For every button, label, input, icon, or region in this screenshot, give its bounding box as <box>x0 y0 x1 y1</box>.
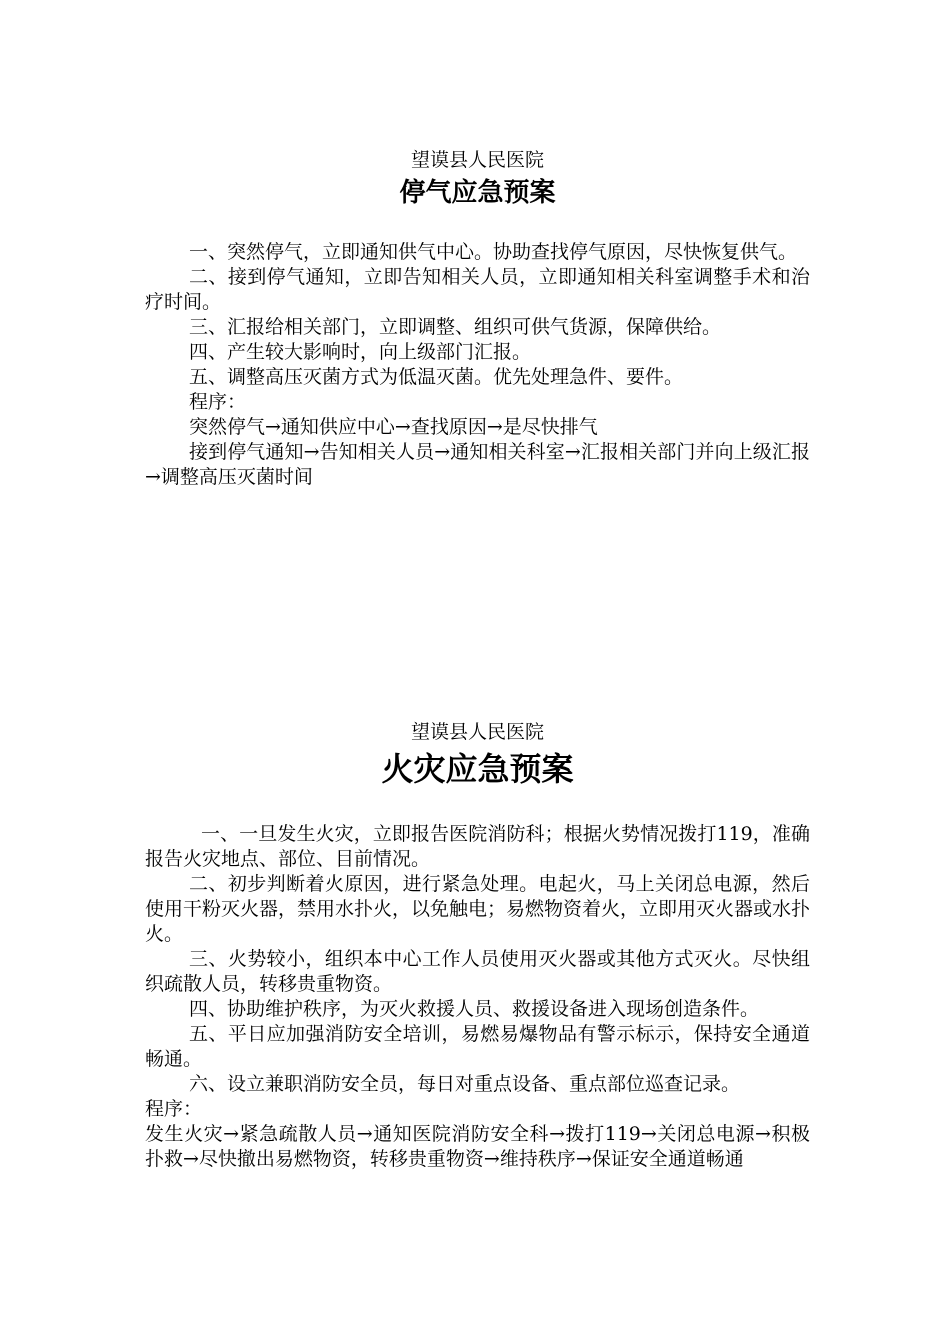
gas-outage-plan <box>145 146 810 490</box>
plan-item-1: 一、一旦发生火灾，立即报告医院消防科；根据火势情况拨打119，准确报告火灾地点、部位、目前情况。 <box>145 823 810 870</box>
plan-item-4: 四、产生较大影响时，向上级部门汇报。 <box>189 341 532 363</box>
plan-item-4: 四、协助维护秩序，为灭火救援人员、救援设备进入现场创造条件。 <box>189 998 760 1020</box>
hospital-name: 望谟县人民医院 <box>410 721 544 743</box>
plan-item-5: 五、平日应加强消防安全培训，易燃易爆物品有警示标示，保持安全通道畅通。 <box>145 1023 810 1070</box>
procedure-heading: 程序： <box>189 391 247 413</box>
plan-item-2: 二、初步判断着火原因，进行紧急处理。电起火，马上关闭总电源，然后使用干粉灭火器，禁用水扑火，以免触电；易燃物资着火，立即用灭火器或水扑火。 <box>145 873 811 945</box>
procedure-flow: 发生火灾→紧急疏散人员→通知医院消防安全科→拨打119→关闭总电源→积极扑救→尽快撤出易燃物资，转移贵重物资→维持秩序→保证安全通道畅通 <box>145 1123 810 1170</box>
procedure-flow-1: 突然停气→通知供应中心→查找原因→是尽快排气 <box>189 416 598 438</box>
plan-item-5: 五、调整高压灭菌方式为低温灭菌。优先处理急件、要件。 <box>189 366 684 388</box>
plan-item-6: 六、设立兼职消防安全员，每日对重点设备、重点部位巡查记录。 <box>189 1073 741 1095</box>
hospital-name: 望谟县人民医院 <box>410 149 544 171</box>
plan-item-2: 二、接到停气通知，立即告知相关人员，立即通知相关科室调整手术和治疗时间。 <box>145 266 810 313</box>
plan-title: 火灾应急预案 <box>381 750 574 788</box>
plan-title: 停气应急预案 <box>399 178 556 208</box>
procedure-flow-2: 接到停气通知→告知相关人员→通知相关科室→汇报相关部门并向上级汇报→调整高压灭菌时间 <box>145 441 810 488</box>
plan-item-3: 三、火势较小，组织本中心工作人员使用灭火器或其他方式灭火。尽快组织疏散人员，转移贵重物资。 <box>145 948 810 995</box>
procedure-heading: 程序： <box>145 1098 203 1120</box>
plan-item-1: 一、突然停气，立即通知供气中心。协助查找停气原因，尽快恢复供气。 <box>189 241 798 263</box>
plan-item-3: 三、汇报给相关部门，立即调整、组织可供气货源，保障供给。 <box>189 316 722 338</box>
fire-emergency-plan <box>145 718 810 1172</box>
